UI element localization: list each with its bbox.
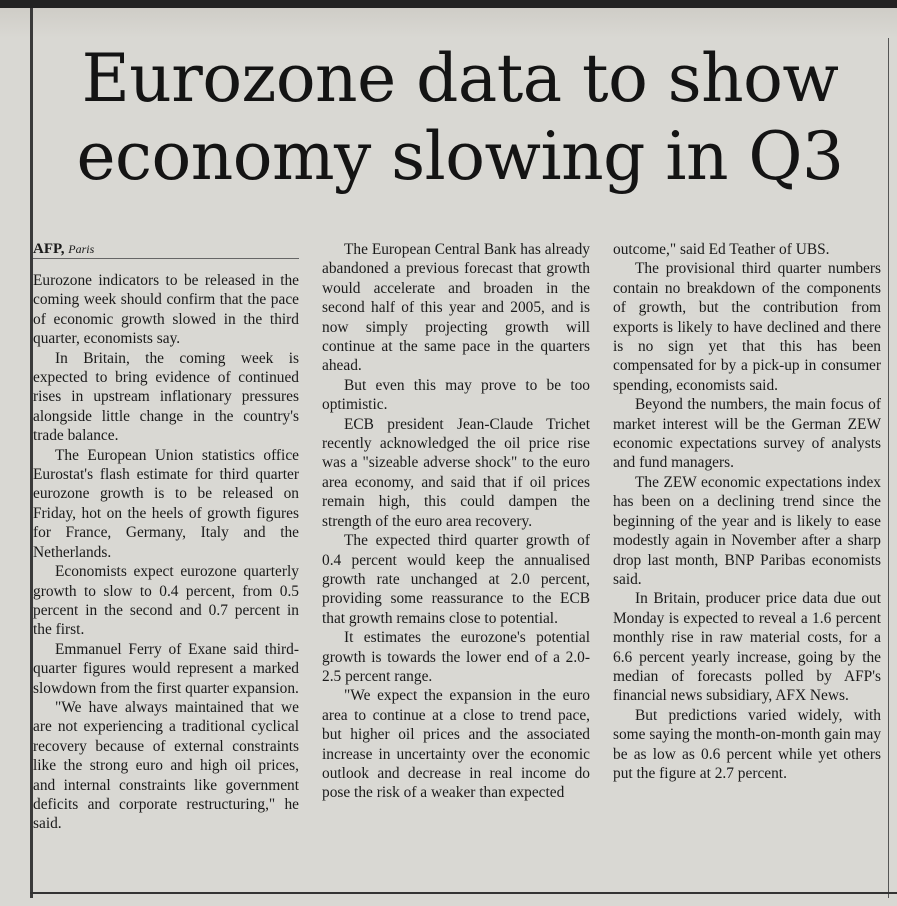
right-column-rule <box>888 38 889 898</box>
paragraph: Emmanuel Ferry of Exane said third-quarter figures would represent a marked slowdown from the first quarter expansion. <box>33 640 299 697</box>
paragraph: Beyond the numbers, the main focus of market interest will be the German ZEW economic expectations survey of analysts and fund managers. <box>613 396 881 472</box>
paragraph: ECB president Jean-Claude Trichet recently acknowledged the oil price rise was a "sizeable adverse shock" to the euro area economy, and said that if oil prices remain high, this could dampen the strength of the euro area recovery. <box>322 415 590 530</box>
paragraph: Economists expect eurozone quarterly growth to slow to 0.4 percent, from 0.5 percent in the second and 0.7 percent in the first. <box>33 563 299 639</box>
paragraph: The provisional third quarter numbers contain no breakdown of the components of growth, but the contribution from exports is likely to have declined and there is no sign yet that this has been compensated for by a pick-up in consumer spending, economists said. <box>613 260 881 394</box>
paragraph: But even this may prove to be too optimistic. <box>322 376 590 414</box>
article-column-3 <box>613 240 881 890</box>
paragraph: "We expect the expansion in the euro area to continue at a close to trend pace, but higher oil prices and the associated increase in uncertainty over the economic outlook and decrease in real income do pose the risk of a weaker than expected <box>322 687 590 802</box>
bleed-through-strip <box>0 8 897 38</box>
byline-place: Paris <box>68 242 95 256</box>
paragraph: In Britain, the coming week is expected to bring evidence of continued rises in upstream inflationary pressures alongside little change in the country's trade balance. <box>33 349 299 445</box>
paragraph: The European Central Bank has already abandoned a previous forecast that growth would accelerate and broaden in the second half of this year and 2005, and is now simply projecting growth will continue at the same pace in the quarters ahead. <box>322 241 590 375</box>
paragraph: The expected third quarter growth of 0.4 percent would keep the annualised growth rate unchanged at 2.0 percent, providing some reassurance to the ECB that growth remains close to potential. <box>322 532 590 627</box>
paragraph: It estimates the eurozone's potential growth is towards the lower end of a 2.0-2.5 percent range. <box>322 629 590 685</box>
article-headline: Eurozone data to show economy slowing in Q3 <box>76 40 844 195</box>
paragraph: The ZEW economic expectations index has been on a declining trend since the beginning of the year and is likely to ease modestly again in November after a sharp drop last month, BNP Paribas economists said. <box>613 473 881 588</box>
byline-agency: AFP, <box>33 241 65 257</box>
paragraph: But predictions varied widely, with some saying the month-on-month gain may be as low as 0.6 percent while yet others put the figure at 2.7 percent. <box>613 706 881 782</box>
paragraph: In Britain, producer price data due out Monday is expected to reveal a 1.6 percent monthly rise in raw material costs, for a 6.6 percent yearly increase, going by the median of forecasts polled by AFP's financial news subsidiary, AFX News. <box>613 590 881 705</box>
bottom-rule <box>30 892 897 894</box>
paragraph: outcome," said Ed Teather of UBS. <box>613 241 830 258</box>
article-column-2 <box>322 240 590 890</box>
byline <box>33 240 299 259</box>
article-column-1 <box>33 240 299 890</box>
top-rule <box>0 0 897 8</box>
paragraph: The European Union statistics office Eurostat's flash estimate for third quarter eurozone growth is to be released on Friday, hot on the heels of growth figures for France, Germany, Italy and the Netherlands. <box>33 446 299 561</box>
paragraph: "We have always maintained that we are not experiencing a traditional cyclical recovery because of external constraints like the strong euro and high oil prices, and internal constraints like government deficits and corporate restructuring," he said. <box>33 698 299 833</box>
paragraph: Eurozone indicators to be released in the coming week should confirm that the pace of economic growth slowed in the third quarter, economists say. <box>33 272 299 348</box>
